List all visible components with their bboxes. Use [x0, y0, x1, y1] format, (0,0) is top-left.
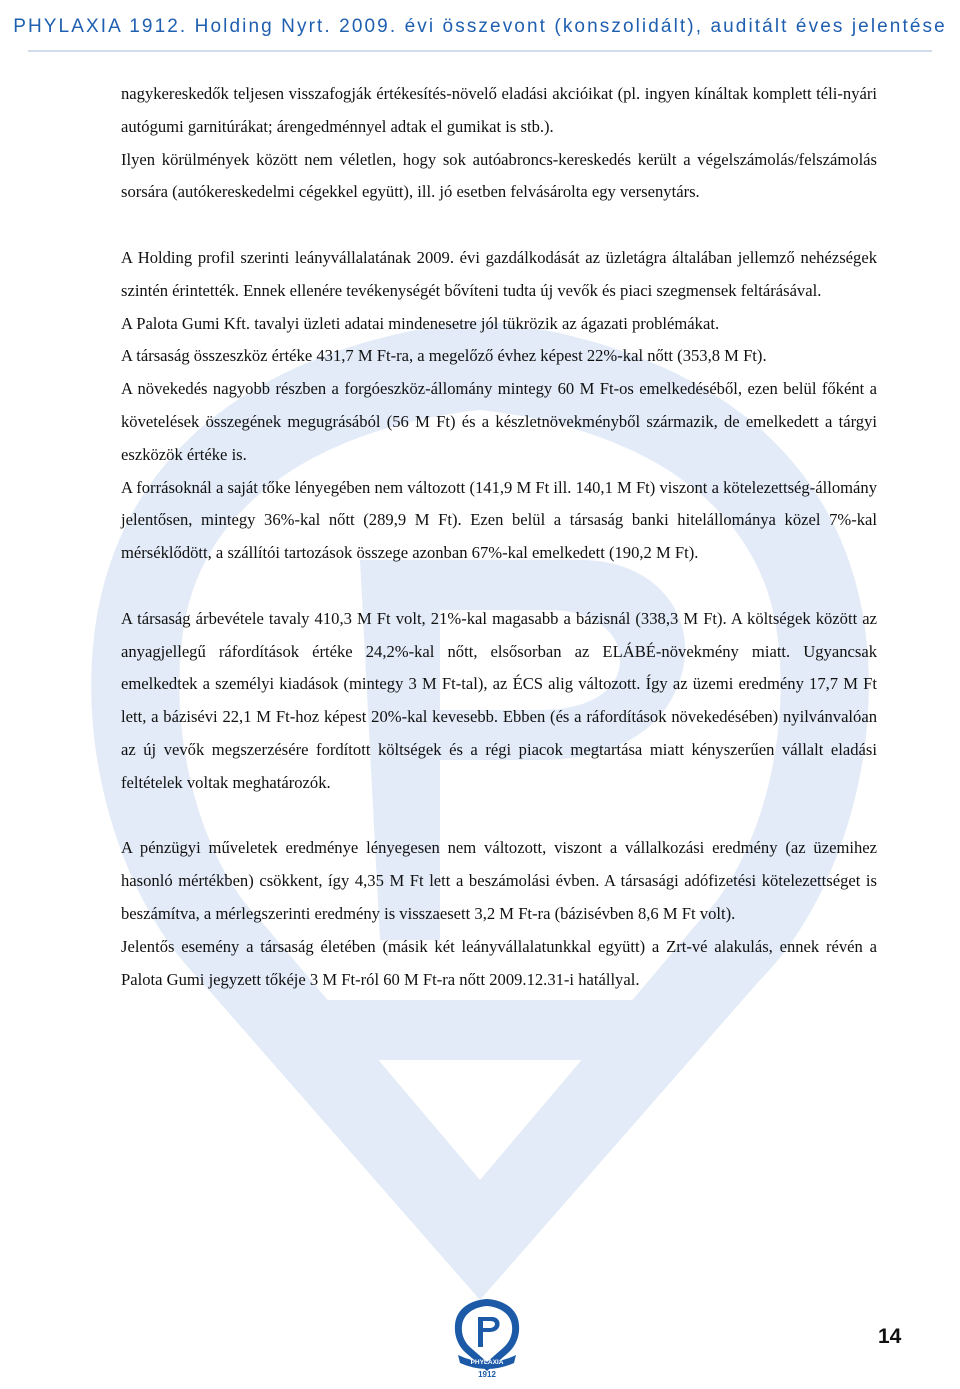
paragraph-5: A társaság összeszköz értéke 431,7 M Ft-ra, a megelőző évhez képest 22%-kal nőtt (353,8 M Ft).: [121, 346, 767, 366]
paragraph-2: Ilyen körülmények között nem véletlen, hogy sok autóabroncs-kereskedés került a végelszámolás/felszámolás sorsára (autókereskedelmi cégekkel együtt), ill. jó esetben felvásárolta egy versenytárs.: [121, 149, 877, 202]
svg-text:1912: 1912: [478, 1370, 496, 1379]
document-header-title: PHYLAXIA 1912. Holding Nyrt. 2009. évi összevont (konszolidált), auditált éves jelentése: [13, 16, 947, 37]
paragraph-3: A Holding profil szerinti leányvállalatának 2009. évi gazdálkodását az üzletágra általában jellemző nehézségek szintén érintették. Ennek ellenére tevékenységét bővíteni tudta új vevők és piaci szegmensek feltárásával.: [121, 247, 877, 300]
paragraph-8: A társaság árbevétele tavaly 410,3 M Ft volt, 21%-kal magasabb a bázisnál (338,3 M Ft). A költségek között az anyagjellegű ráfordítások értéke 24,2%-kal nőtt, elsősorban az ELÁBÉ-növekmény miatt. Ugyancsak emelkedtek a személyi kiadások (mintegy 3 M Ft-tal), az ÉCS alig változott. Így az üzemi eredmény 17,7 M Ft lett, a bázisévi 22,1 M Ft-hoz képest 20%-kal kevesebb. Ebben (és a ráfordítások növekedésében) nyilvánvalóan az új vevők megszerzésére fordított költségek és a régi piacok megtartása miatt kényszerűen vállalt eladási feltételek voltak meghatározók.: [121, 608, 877, 792]
phylaxia-logo-icon: [452, 1297, 522, 1379]
paragraph-6: A növekedés nagyobb részben a forgóeszköz-állomány mintegy 60 M Ft-os emelkedéséből, ezen belül főként a követelések összegének megugrásából (56 M Ft) és a készletnövekményből származik, de emelkedett a tárgyi eszközök értéke is.: [121, 379, 877, 464]
svg-text:PHYLAXIA: PHYLAXIA: [470, 1359, 504, 1366]
paragraph-1: nagykereskedők teljesen visszafogják értékesítés-növelő eladási akcióikat (pl. ingyen kínáltak komplett téli-nyári autógumi garnitúrákat; árengedménnyel adtak el gumikat is stb.).: [121, 84, 877, 136]
paragraph-10: Jelentős esemény a társaság életében (másik két leányvállalatunkkal együtt) a Zrt-vé alakulás, ennek révén a Palota Gumi jegyzett tőkéje 3 M Ft-ról 60 M Ft-ra nőtt 2009.12.31-i hatállyal.: [121, 936, 877, 989]
paragraph-4: A Palota Gumi Kft. tavalyi üzleti adatai mindenesetre jól tükrözik az ágazati problémákat.: [121, 313, 720, 333]
paragraph-9: A pénzügyi műveletek eredménye lényegesen nem változott, viszont a vállalkozási eredmény (az üzemihez hasonló mértékben) csökkent, így 4,35 M Ft lett a beszámolási évben. A társasági adófizetési kötelezettséget is beszámítva, a mérlegszerinti eredmény is visszaesett 3,2 M Ft-ra (bázisévben 8,6 M Ft volt).: [121, 838, 877, 923]
page-number: 14: [878, 1325, 902, 1348]
body-text: [121, 78, 877, 996]
header-divider: [28, 50, 932, 52]
paragraph-7: A forrásoknál a saját tőke lényegében nem változott (141,9 M Ft ill. 140,1 M Ft) viszont a kötelezettség-állomány jelentősen, mintegy 36%-kal nőtt (289,9 M Ft). Ezen belül a társaság banki hitelállománya közel 7%-kal mérséklődött, a szállítói tartozások összege azonban 67%-kal emelkedett (190,2 M Ft).: [121, 477, 877, 563]
